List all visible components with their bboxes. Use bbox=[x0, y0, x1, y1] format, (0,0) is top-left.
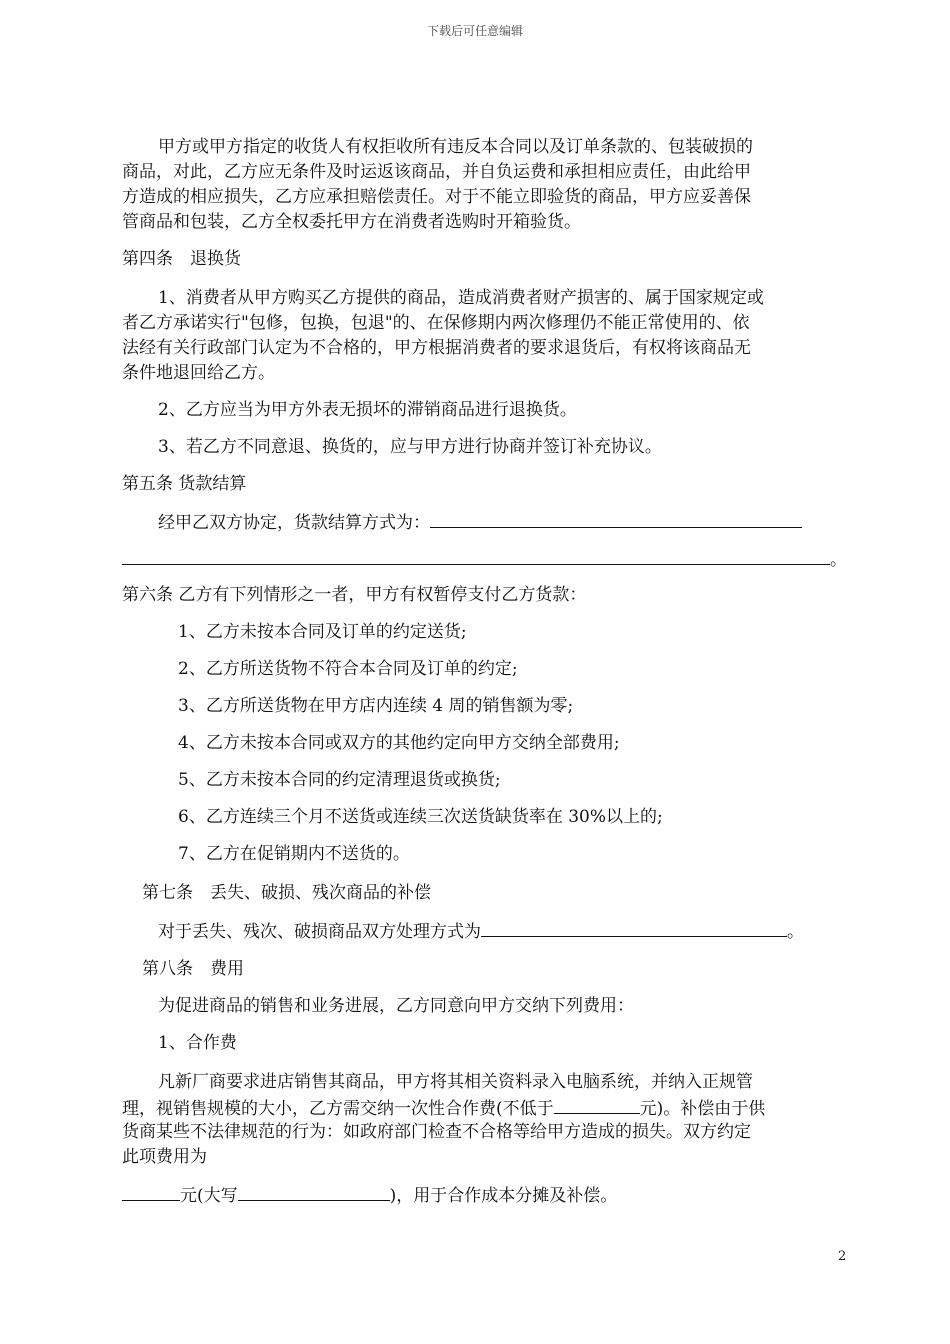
clause6-title: 第六条 乙方有下列情形之一者，甲方有权暂停支付乙方货款： bbox=[122, 585, 587, 605]
clause7-title: 第七条 丢失、破损、残次商品的补偿 bbox=[142, 883, 431, 903]
page-header: 下载后可任意编辑 bbox=[426, 24, 523, 38]
settlement-method-blank-continued bbox=[122, 546, 830, 565]
clause4-title: 第四条 退换货 bbox=[122, 249, 241, 269]
clause8-amount-line bbox=[122, 1182, 617, 1209]
clause4-item1-line-1: 1、消费者从甲方购买乙方提供的商品，造成消费者财产损害的、属于国家规定或 bbox=[158, 288, 764, 308]
clause5-text-label: 经甲乙双方协定，货款结算方式为： bbox=[158, 513, 430, 533]
clause8-intro: 为促进商品的销售和业务进展，乙方同意向甲方交纳下列费用： bbox=[158, 996, 634, 1016]
clause7-text-label: 对于丢失、残次、破损商品双方处理方式为 bbox=[158, 922, 481, 942]
clause6-item-2: 2、乙方所送货物不符合本合同及订单的约定; bbox=[178, 659, 518, 679]
clause4-item-3: 3、若乙方不同意退、换货的，应与甲方进行协商并签订补充协议。 bbox=[158, 437, 662, 457]
clause6-item-4: 4、乙方未按本合同或双方的其他约定向甲方交纳全部费用; bbox=[178, 733, 620, 753]
clause8-amount-b: )，用于合作成本分摊及补偿。 bbox=[389, 1186, 618, 1206]
clause8-para-line-2b: 元)。补偿由于供 bbox=[639, 1099, 766, 1119]
clause5-end-mark: 。 bbox=[830, 550, 847, 570]
fee-amount-in-words-blank bbox=[238, 1182, 390, 1201]
clause3-line-1: 甲方或甲方指定的收货人有权拒收所有违反本合同以及订单条款的、包装破损的 bbox=[158, 137, 753, 157]
clause8-para-line-2a: 理，视销售规模的大小，乙方需交纳一次性合作费(不低于 bbox=[122, 1099, 554, 1119]
fee-amount-blank bbox=[122, 1182, 180, 1201]
clause6-item-5: 5、乙方未按本合同的约定清理退货或换货; bbox=[178, 770, 501, 790]
page-number: 2 bbox=[838, 1249, 847, 1264]
clause3-line-2: 商品，对此，乙方应无条件及时运返该商品，并自负运费和承担相应责任，由此给甲 bbox=[122, 162, 751, 182]
clause8-para-line-2 bbox=[122, 1095, 765, 1122]
clause4-item1-line-2: 者乙方承诺实行"包修，包换，包退"的、在保修期内两次修理仍不能正常使用的、依 bbox=[122, 313, 750, 333]
clause6-item-6: 6、乙方连续三个月不送货或连续三次送货缺货率在 30%以上的; bbox=[178, 807, 663, 827]
clause5-text bbox=[158, 509, 802, 536]
clause8-subsection-title: 1、合作费 bbox=[158, 1033, 237, 1053]
clause4-item1-line-3: 法经有关行政部门认定为不合格的，甲方根据消费者的要求退货后，有权将该商品无 bbox=[122, 338, 751, 358]
clause6-item-1: 1、乙方未按本合同及订单的约定送货; bbox=[178, 622, 467, 642]
clause7-text bbox=[158, 918, 804, 945]
clause5-continuation bbox=[122, 546, 847, 573]
clause4-item1-line-4: 条件地退回给乙方。 bbox=[122, 363, 275, 383]
minimum-fee-blank bbox=[554, 1095, 640, 1114]
clause8-para-line-1: 凡新厂商要求进店销售其商品，甲方将其相关资料录入电脑系统，并纳入正规管 bbox=[158, 1072, 753, 1092]
clause8-para-line-3: 货商某些不法律规范的行为：如政府部门检查不合格等给甲方造成的损失。双方约定 bbox=[122, 1122, 751, 1142]
settlement-method-blank bbox=[430, 509, 802, 528]
clause5-title: 第五条 货款结算 bbox=[122, 474, 247, 494]
clause3-line-4: 管商品和包装，乙方全权委托甲方在消费者选购时开箱验货。 bbox=[122, 212, 581, 232]
clause6-item-3: 3、乙方所送货物在甲方店内连续 4 周的销售额为零; bbox=[178, 696, 574, 716]
clause8-title: 第八条 费用 bbox=[142, 959, 244, 979]
clause6-item-7: 7、乙方在促销期内不送货的。 bbox=[178, 844, 410, 864]
clause8-amount-a: 元(大写 bbox=[180, 1186, 238, 1206]
clause8-para-line-4: 此项费用为 bbox=[122, 1147, 207, 1167]
clause4-item-2: 2、乙方应当为甲方外表无损坏的滞销商品进行退换货。 bbox=[158, 400, 577, 420]
clause7-end-mark: 。 bbox=[787, 922, 804, 942]
clause3-line-3: 方造成的相应损失，乙方应承担赔偿责任。对于不能立即验货的商品，甲方应妥善保 bbox=[122, 187, 751, 207]
handling-method-blank bbox=[481, 918, 787, 937]
